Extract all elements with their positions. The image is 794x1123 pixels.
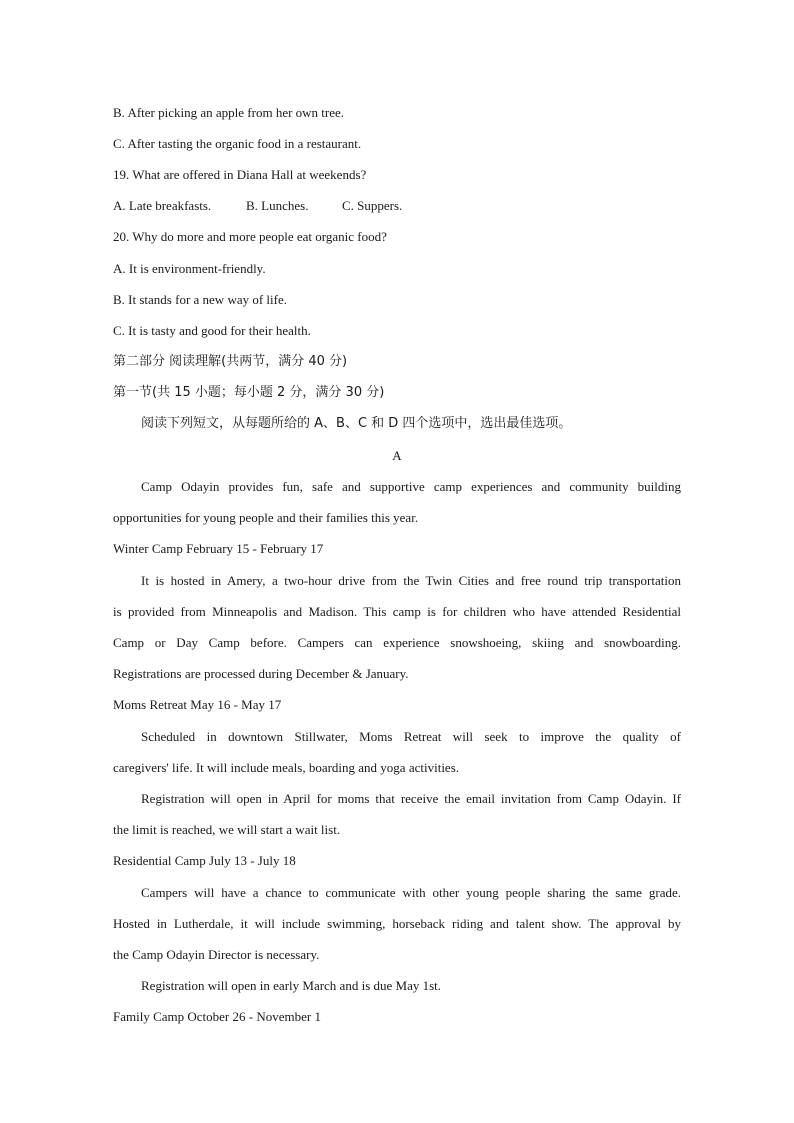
moms-line-4: the limit is reached, we will start a wait list. bbox=[113, 822, 341, 837]
options-19 bbox=[113, 198, 681, 214]
option-19b: B. Lunches. bbox=[246, 198, 309, 213]
section-one-heading: 第一节(共 15 小题；每小题 2 分，满分 30 分) bbox=[113, 385, 385, 400]
option-19a: A. Late breakfasts. bbox=[113, 198, 212, 213]
moms-line-3: Registration will open in April for moms that receive the email invitation from Camp Odayin. If bbox=[141, 791, 681, 806]
question-19: 19. What are offered in Diana Hall at weekends? bbox=[113, 167, 367, 182]
residential-line-4: Registration will open in early March and is due May 1st. bbox=[141, 978, 442, 993]
option-20b: B. It stands for a new way of life. bbox=[113, 292, 288, 307]
part-two-heading: 第二部分 阅读理解(共两节，满分 40 分) bbox=[113, 354, 348, 369]
option-20c: C. It is tasty and good for their health. bbox=[113, 323, 311, 338]
intro-line-1: Camp Odayin provides fun, safe and supportive camp experiences and community building bbox=[141, 479, 681, 494]
winter-camp-heading: Winter Camp February 15 - February 17 bbox=[113, 541, 324, 556]
family-camp-heading: Family Camp October 26 - November 1 bbox=[113, 1009, 321, 1024]
passage-label: A bbox=[392, 448, 402, 463]
residential-line-2: Hosted in Lutherdale, it will include swimming, horseback riding and talent show. The approval by bbox=[113, 916, 681, 931]
intro-line-2: opportunities for young people and their families this year. bbox=[113, 510, 419, 525]
instructions: 阅读下列短文，从每题所给的 A、B、C 和 D 四个选项中，选出最佳选项。 bbox=[141, 416, 572, 431]
winter-line-4: Registrations are processed during December & January. bbox=[113, 666, 409, 681]
option-19c: C. Suppers. bbox=[342, 198, 403, 213]
option-18c: C. After tasting the organic food in a restaurant. bbox=[113, 136, 362, 151]
residential-line-1: Campers will have a chance to communicate with other young people sharing the same grade. bbox=[141, 885, 681, 900]
option-20a: A. It is environment-friendly. bbox=[113, 261, 266, 276]
winter-line-2: is provided from Minneapolis and Madison. This camp is for children who have attended Residential bbox=[113, 604, 681, 619]
moms-line-1: Scheduled in downtown Stillwater, Moms Retreat will seek to improve the quality of bbox=[141, 729, 681, 744]
winter-line-1: It is hosted in Amery, a two-hour drive from the Twin Cities and free round trip transportation bbox=[141, 573, 681, 588]
residential-line-3: the Camp Odayin Director is necessary. bbox=[113, 947, 320, 962]
option-18b: B. After picking an apple from her own tree. bbox=[113, 105, 345, 120]
winter-line-3: Camp or Day Camp before. Campers can experience snowshoeing, skiing and snowboarding. bbox=[113, 635, 681, 650]
moms-line-2: caregivers' life. It will include meals, boarding and yoga activities. bbox=[113, 760, 460, 775]
moms-retreat-heading: Moms Retreat May 16 - May 17 bbox=[113, 697, 282, 712]
residential-camp-heading: Residential Camp July 13 - July 18 bbox=[113, 853, 296, 868]
question-20: 20. Why do more and more people eat organic food? bbox=[113, 229, 387, 244]
